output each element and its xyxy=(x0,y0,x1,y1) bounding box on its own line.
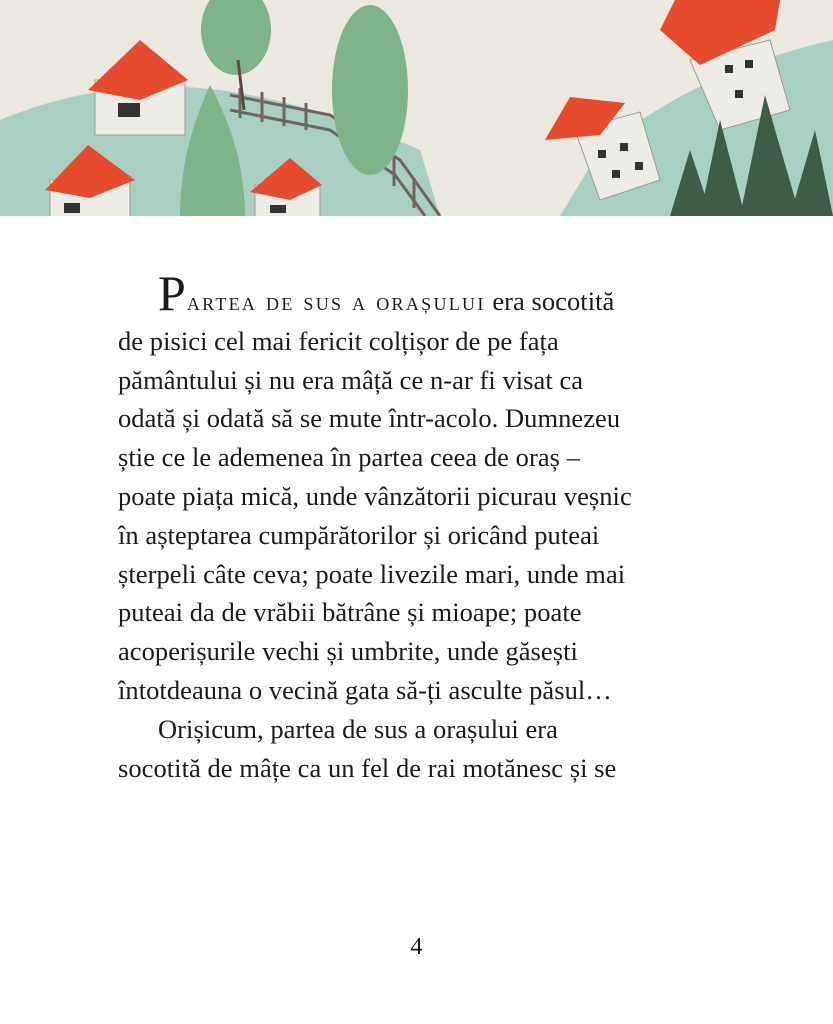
paragraph-1-line-3: pământului și nu era mâță ce n-ar fi visat ca xyxy=(118,364,584,395)
paragraph-1-line-5: știe ce le ademenea în partea ceea de oraș – xyxy=(118,442,580,473)
line-1-rest: era socotită xyxy=(485,286,615,316)
story-text xyxy=(118,265,738,787)
header-illustration xyxy=(0,0,833,216)
smallcaps-opening: artea de sus a orașului xyxy=(186,287,486,316)
paragraph-1-line-7: în așteptarea cumpărătorilor și oricând puteai xyxy=(118,519,600,550)
dropcap-letter: P xyxy=(158,265,187,321)
paragraph-1-line-8: șterpeli câte ceva; poate livezile mari, unde mai xyxy=(118,558,626,589)
paragraph-1-line-10: acoperișurile vechi și umbrite, unde găsești xyxy=(118,636,578,667)
paragraph-2-line-2: socotită de mâțe ca un fel de rai motănesc și se xyxy=(118,752,617,783)
paragraph-1-line-9: puteai da de vrăbii bătrâne și mioape; poate xyxy=(118,597,582,628)
paragraph-1-line-6: poate piața mică, unde vânzătorii picurau veșnic xyxy=(118,480,632,511)
paragraph-1-line-2: de pisici cel mai fericit colțișor de pe fața xyxy=(118,325,559,356)
paragraph-2-line-1: Orișicum, partea de sus a orașului era xyxy=(158,713,558,744)
tree-2 xyxy=(332,5,408,175)
paragraph-1-line-1 xyxy=(118,265,738,322)
paragraph-1-line-4: odată și odată să se mute într-acolo. Dumnezeu xyxy=(118,403,621,434)
page-number: 4 xyxy=(410,934,423,960)
paragraph-1-line-11: întotdeauna o vecină gata să-ți asculte păsul… xyxy=(118,674,612,705)
village-illustration-icon xyxy=(0,0,833,216)
